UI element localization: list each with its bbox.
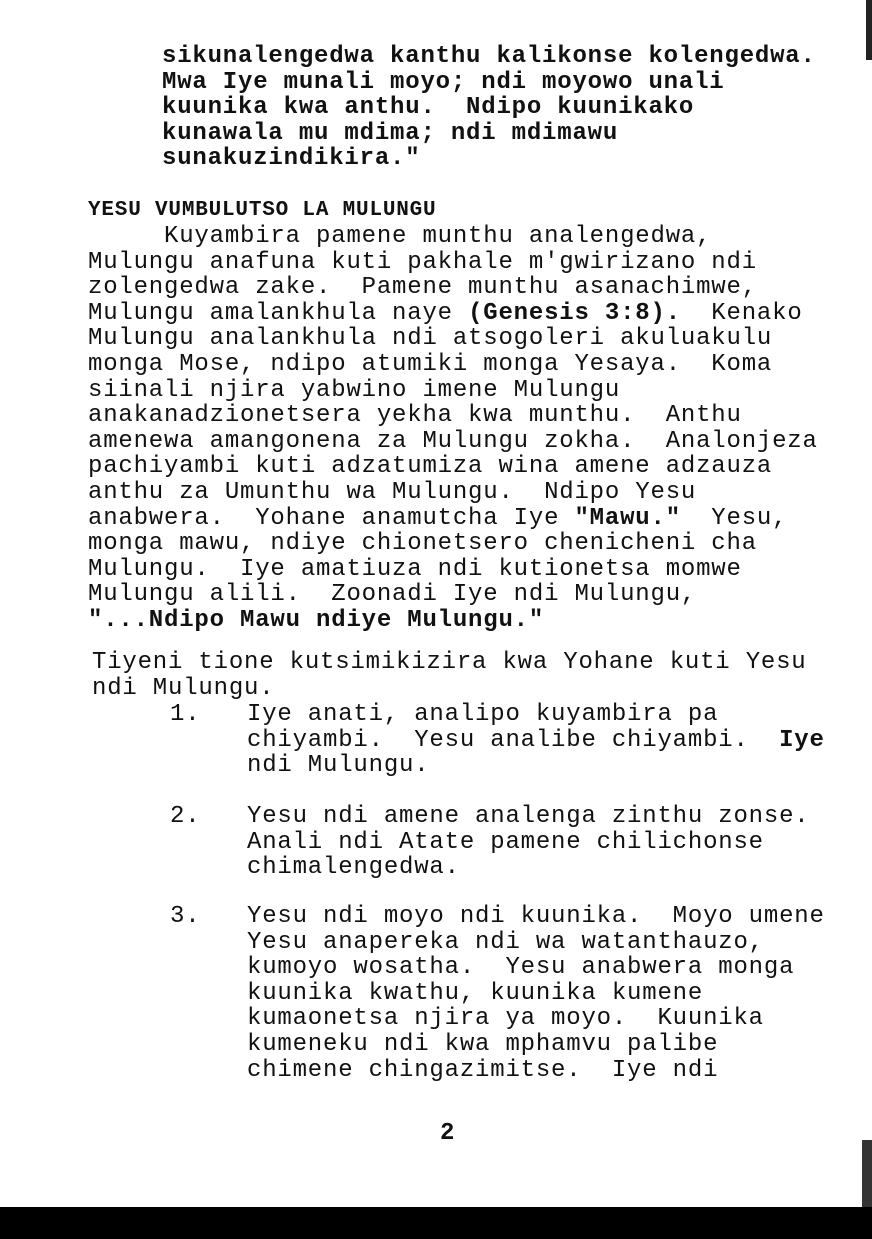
- text-segment: anthu za Umunthu wa Mulungu. Ndipo Yesu: [88, 478, 697, 506]
- text-segment: monga mawu, ndiye chionetsero chenicheni cha: [88, 530, 757, 558]
- text-segment: ndi Mulungu.: [247, 752, 430, 780]
- text-segment: chimalengedwa.: [247, 854, 460, 882]
- text-line: [247, 955, 825, 981]
- text-line: [88, 403, 818, 429]
- text-line: [88, 531, 818, 557]
- text-line: [247, 1006, 825, 1032]
- quote-block: [162, 44, 816, 172]
- text-line: [88, 480, 818, 506]
- text-segment: anabwera. Yohane anamutcha Iye: [88, 504, 575, 532]
- text-line: [88, 301, 818, 327]
- list-number: 2.: [170, 803, 201, 830]
- text-segment: Yesu ndi moyo ndi kuunika. Moyo umene: [247, 903, 825, 930]
- text-segment: Mulungu analankhula ndi atsogoleri akuluakulu: [88, 325, 773, 353]
- text-line: [162, 44, 816, 70]
- list-item-text: [247, 702, 825, 779]
- text-line: [247, 855, 810, 881]
- text-segment: Mulungu alili. Zoonadi Iye ndi Mulungu,: [88, 581, 697, 609]
- list-number: 1.: [170, 701, 201, 728]
- list-item-text: [247, 804, 810, 881]
- text-segment: Tiyeni tione kutsimikizira kwa Yohane kuti Yesu: [92, 649, 807, 676]
- text-segment: Yesu ndi amene analenga zinthu zonse.: [247, 803, 810, 830]
- text-line: [247, 930, 825, 956]
- text-line: [88, 250, 818, 276]
- text-segment: Yesu,: [680, 504, 788, 532]
- bold-text: Iye: [779, 726, 825, 754]
- list-number: 3.: [170, 903, 201, 930]
- text-segment: amenewa amangonena za Mulungu zokha. Analonjeza: [88, 427, 818, 455]
- text-segment: ndi Mulungu.: [92, 674, 275, 702]
- text-line: [247, 904, 825, 930]
- text-line: [247, 804, 810, 830]
- text-line: [162, 121, 816, 147]
- text-line: [92, 650, 807, 676]
- text-segment: Iye anati, analipo kuyambira pa: [247, 701, 719, 728]
- intro-paragraph: [92, 650, 807, 701]
- text-line: [247, 753, 825, 779]
- text-line: [247, 830, 810, 856]
- text-line: [88, 224, 818, 250]
- text-segment: kumoyo wosatha. Yesu anabwera monga: [247, 954, 795, 982]
- bold-text: "...Ndipo Mawu ndiye Mulungu.": [88, 606, 545, 634]
- text-line: [247, 1032, 825, 1058]
- text-line: [162, 95, 816, 121]
- text-segment: kumaonetsa njira ya moyo. Kuunika: [247, 1005, 764, 1033]
- text-line: [88, 378, 818, 404]
- text-line: [88, 454, 818, 480]
- text-segment: monga Mose, ndipo atumiki monga Yesaya. Koma: [88, 350, 773, 378]
- page-number: 2: [440, 1120, 455, 1147]
- text-segment: zolengedwa zake. Pamene munthu asanachimwe,: [88, 274, 757, 302]
- bold-text: sunakuzindikira.": [162, 145, 421, 173]
- bold-text: kunawala mu mdima; ndi mdimawu: [162, 119, 619, 147]
- bold-text: kuunika kwa anthu. Ndipo kuunikako: [162, 94, 695, 122]
- body-paragraph: [88, 224, 818, 634]
- text-line: [247, 702, 825, 728]
- text-line: [247, 728, 825, 754]
- text-segment: pachiyambi kuti adzatumiza wina amene adzauza: [88, 453, 773, 481]
- text-segment: Mulungu amalankhula naye: [88, 299, 469, 327]
- text-line: [162, 146, 816, 172]
- bold-text: (Genesis 3:8).: [468, 299, 681, 327]
- text-line: [88, 608, 818, 634]
- text-segment: Kuyambira pamene munthu analengedwa,: [88, 223, 712, 250]
- section-heading: YESU VUMBULUTSO LA MULUNGU: [88, 199, 437, 222]
- text-line: [88, 429, 818, 455]
- text-segment: Anali ndi Atate pamene chilichonse: [247, 828, 764, 856]
- text-line: [88, 557, 818, 583]
- text-segment: siinali njira yabwino imene Mulungu: [88, 376, 621, 404]
- text-segment: Mulungu. Iye amatiuza ndi kutionetsa momwe: [88, 555, 742, 583]
- text-segment: anakanadzionetsera yekha kwa munthu. Anthu: [88, 402, 742, 430]
- bold-text: Mwa Iye munali moyo; ndi moyowo unali: [162, 68, 725, 96]
- text-line: [88, 326, 818, 352]
- text-segment: kuunika kwathu, kuunika kumene: [247, 979, 704, 1007]
- text-line: [88, 352, 818, 378]
- text-line: [92, 676, 807, 702]
- bold-text: sikunalengedwa kanthu kalikonse kolengedwa.: [162, 43, 816, 70]
- text-segment: kumeneku ndi kwa mphamvu palibe: [247, 1030, 719, 1058]
- text-line: [162, 70, 816, 96]
- text-line: [88, 506, 818, 532]
- text-line: [247, 981, 825, 1007]
- list-item-text: [247, 904, 825, 1083]
- bold-text: "Mawu.": [574, 504, 681, 532]
- text-segment: chimene chingazimitse. Iye ndi: [247, 1056, 719, 1084]
- scan-bottom-border: [0, 1207, 872, 1239]
- text-line: [88, 582, 818, 608]
- text-line: [247, 1058, 825, 1084]
- scan-edge-artifact: [862, 1140, 872, 1207]
- text-segment: Kenako: [680, 299, 803, 327]
- text-line: [88, 275, 818, 301]
- text-segment: Mulungu anafuna kuti pakhale m'gwirizano ndi: [88, 248, 757, 276]
- text-segment: Yesu anapereka ndi wa watanthauzo,: [247, 928, 764, 956]
- text-segment: chiyambi. Yesu analibe chiyambi.: [247, 726, 780, 754]
- scan-edge-artifact: [866, 0, 872, 60]
